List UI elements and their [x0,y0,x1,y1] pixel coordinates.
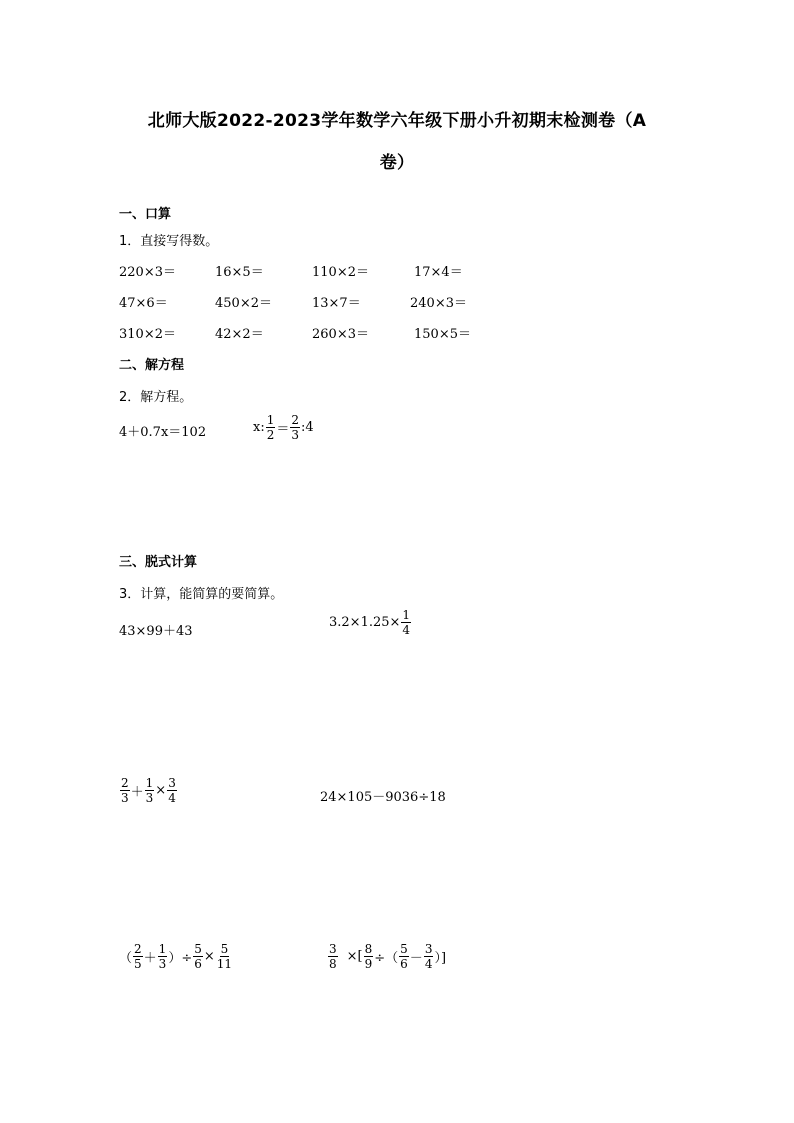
numerator: 2 [134,942,142,956]
fraction [266,413,276,442]
oral-item: 13×7＝ [312,296,361,311]
denominator: 2 [266,428,275,442]
calc-4: 24×105－9036÷18 [320,790,446,805]
times-sign: × [203,949,215,964]
equation-2 [253,413,314,442]
oral-item: 17×4＝ [414,265,463,280]
fraction [216,942,233,971]
section-heading-equations: 二、解方程 [119,358,185,373]
oral-item: 110×2＝ [312,265,369,280]
fraction [193,942,203,971]
section-heading-oral: 一、口算 [119,207,172,222]
equation-1: 4＋0.7x＝102 [119,425,207,440]
numerator: 1 [145,776,154,790]
right-paren-divide: ）÷ [168,951,193,966]
times-sign: × [155,783,167,798]
fraction [133,942,143,971]
denominator: 4 [424,957,433,971]
denominator: 3 [291,428,300,442]
calc-2 [329,608,412,637]
divide-paren: ÷（ [374,951,399,966]
left-paren: （ [119,951,133,966]
question-2-prompt: 2．解方程。 [119,390,193,405]
section-heading-stepwise: 三、脱式计算 [119,555,198,570]
numerator: 1 [266,413,275,427]
numerator: 3 [329,942,337,956]
oral-item: 42×2＝ [215,327,264,342]
fraction [120,776,130,805]
denominator: 4 [402,623,411,637]
numerator: 8 [364,942,373,956]
denominator: 8 [329,957,337,971]
numerator: 5 [220,942,229,956]
equals-sign: ＝ [276,422,290,437]
oral-item: 16×5＝ [215,265,264,280]
oral-item: 150×5＝ [414,327,471,342]
equation-2-prefix: x: [253,420,265,435]
equation-2-suffix: :4 [301,420,314,435]
denominator: 3 [158,957,167,971]
question-1-prompt: 1．直接写得数。 [119,234,219,249]
close-bracket: ）] [434,951,447,966]
calc-1: 43×99＋43 [119,624,193,639]
oral-item: 260×3＝ [312,327,369,342]
plus-sign: ＋ [130,785,144,800]
fraction [424,942,434,971]
times-bracket: ×[ [346,949,363,964]
page-title-line2: 卷） [379,153,415,173]
oral-item: 450×2＝ [215,296,272,311]
fraction [401,608,411,637]
calc-3 [119,776,178,805]
numerator: 2 [291,413,300,427]
numerator: 2 [121,776,129,790]
fraction [158,942,168,971]
denominator: 3 [121,791,129,805]
denominator: 11 [216,957,233,971]
calc-2-prefix: 3.2×1.25× [329,615,401,630]
numerator: 1 [158,942,167,956]
oral-item: 47×6＝ [119,296,168,311]
fraction [145,776,155,805]
numerator: 5 [194,942,202,956]
denominator: 4 [168,791,176,805]
plus-sign: ＋ [143,951,157,966]
oral-item: 310×2＝ [119,327,176,342]
question-3-prompt: 3．计算，能简算的要简算。 [119,587,284,602]
fraction [364,942,374,971]
fraction [290,413,300,442]
fraction [167,776,177,805]
fraction [328,942,338,971]
page-title-line1: 北师大版2022-2023学年数学六年级下册小升初期末检测卷（A [147,111,647,131]
denominator: 6 [194,957,202,971]
numerator: 3 [424,942,433,956]
oral-item: 220×3＝ [119,265,176,280]
calc-5 [119,942,234,971]
fraction [399,942,409,971]
numerator: 3 [168,776,176,790]
minus-sign: － [409,951,423,966]
denominator: 9 [364,957,373,971]
denominator: 3 [145,791,154,805]
oral-item: 240×3＝ [410,296,467,311]
numerator: 1 [402,608,411,622]
denominator: 6 [400,957,408,971]
calc-6 [327,942,446,971]
denominator: 5 [134,957,142,971]
numerator: 5 [400,942,408,956]
